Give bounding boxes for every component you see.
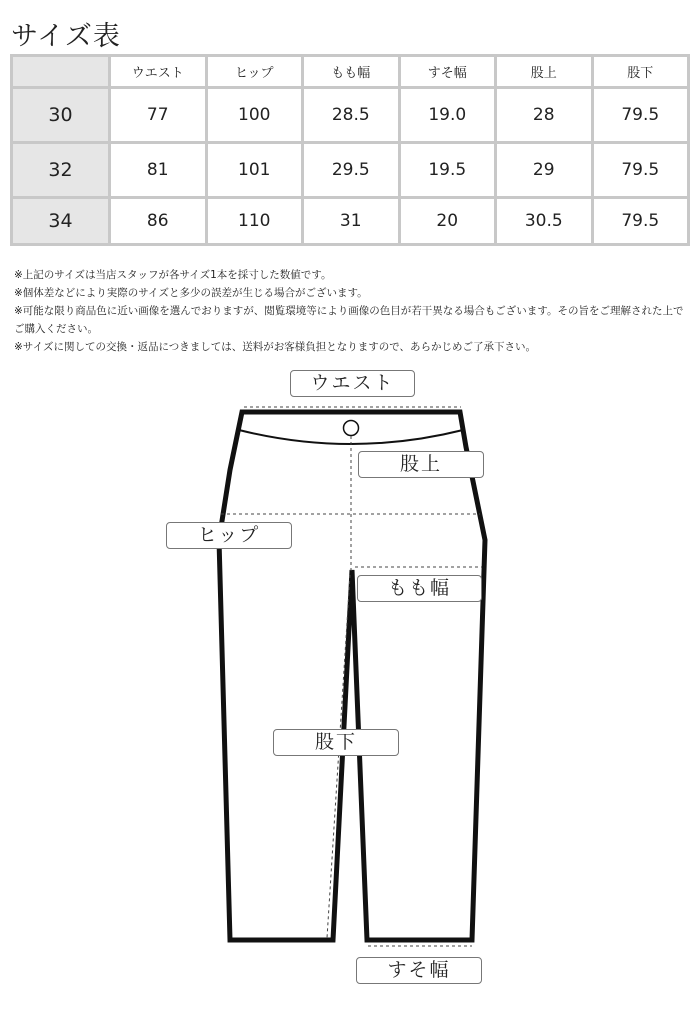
header-inseam: 股下 [594,57,688,86]
value-cell: 28.5 [304,89,398,141]
value-cell: 28 [497,89,591,141]
value-cell: 79.5 [594,144,688,196]
label-thigh: もも幅 [357,575,482,602]
header-hip: ヒップ [208,57,302,86]
size-cell: 34 [13,199,108,243]
note-line: ※上記のサイズは当店スタッフが各サイズ1本を採寸した数値です。 [14,269,332,281]
pants-outline [219,412,485,940]
value-cell: 30.5 [497,199,591,243]
label-rise: 股上 [358,451,484,478]
note-line: ※個体差などにより実際のサイズと多少の誤差が生じる場合がございます。 [14,287,368,299]
value-cell: 19.5 [401,144,495,196]
header-thigh: もも幅 [304,57,398,86]
header-hem: すそ幅 [401,57,495,86]
button-icon [344,421,359,436]
header-waist: ウエスト [111,57,205,86]
note-line: ※可能な限り商品色に近い画像を選んでおりますが、閲覧環境等により画像の色目が若干異なる場合もございます。その旨をご理解された上でご購入ください。 [14,305,684,335]
value-cell: 81 [111,144,205,196]
value-cell: 29 [497,144,591,196]
label-hip: ヒップ [166,522,292,549]
note-line: ※サイズに関しての交換・返品につきましては、送料がお客様負担となりますので、あらかじめご了承下さい。 [14,341,537,353]
label-inseam: 股下 [273,729,399,756]
value-cell: 110 [208,199,302,243]
value-cell: 101 [208,144,302,196]
value-cell: 79.5 [594,199,688,243]
value-cell: 79.5 [594,89,688,141]
header-rise: 股上 [497,57,591,86]
value-cell: 100 [208,89,302,141]
label-hem: すそ幅 [356,957,482,984]
value-cell: 77 [111,89,205,141]
value-cell: 19.0 [401,89,495,141]
size-cell: 32 [13,144,108,196]
value-cell: 31 [304,199,398,243]
page-title: サイズ表 [11,21,121,52]
value-cell: 29.5 [304,144,398,196]
value-cell: 20 [401,199,495,243]
value-cell: 86 [111,199,205,243]
label-waist: ウエスト [290,370,415,397]
size-cell: 30 [13,89,108,141]
